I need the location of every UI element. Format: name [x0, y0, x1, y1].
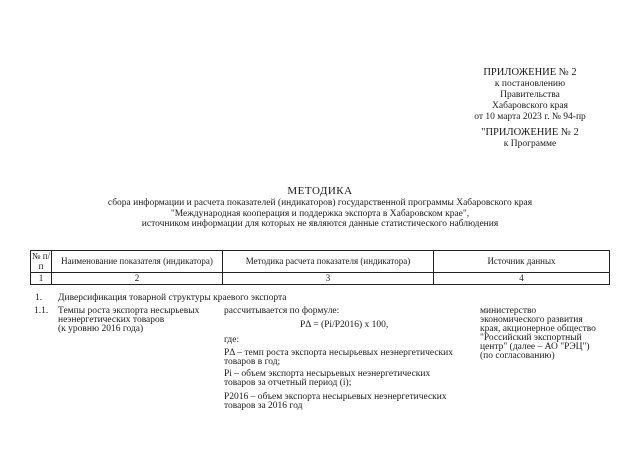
header-cell-source: Источник данных: [434, 251, 610, 273]
header-cell-name: Наименование показателя (индикатора): [52, 251, 223, 273]
column-number-1: 1: [31, 273, 52, 285]
source-line-3: края, акционерное общество: [480, 324, 596, 334]
method-where: где:: [224, 335, 240, 345]
column-number-4: 4: [434, 273, 610, 285]
definition-3-line-1: P2016 – объем экспорта несырьевых неэнергетических: [224, 392, 447, 402]
indicator-name-line-2: неэнергетических товаров: [58, 315, 165, 325]
column-number-3: 3: [223, 273, 434, 285]
appendix-line-5: к Программе: [503, 139, 557, 149]
appendix-line-2: Правительства: [500, 90, 560, 100]
appendix-line-3: Хабаровского края: [492, 101, 568, 111]
appendix-title-2: "ПРИЛОЖЕНИЕ № 2: [481, 127, 579, 138]
definition-3-line-2: товаров за 2016 год: [224, 401, 303, 411]
header-cell-method: Методика расчета показателя (индикатора): [223, 251, 434, 273]
column-number-2: 2: [52, 273, 223, 285]
heading-line-1: сбора информации и расчета показателей (индикаторов) государственной программы Хабаровского края: [107, 198, 533, 208]
formula: PΔ = (Pi/P2016) x 100,: [300, 320, 389, 330]
indicator-name-line-1: Темпы роста экспорта несырьевых: [58, 306, 200, 316]
heading-line-3: источником информации для которых не являются данные статистического наблюдения: [141, 219, 499, 229]
heading-title: МЕТОДИКА: [287, 185, 353, 197]
section-number: 1.: [35, 293, 43, 303]
source-line-2: экономического развития: [480, 315, 583, 325]
source-line-4: "Российский экспортный: [480, 333, 582, 343]
section-title: Диверсификация товарной структуры краевого экспорта: [58, 293, 287, 303]
source-line-1: министерство: [480, 306, 537, 316]
appendix-header: [440, 66, 620, 150]
header-cell-number: № п/п: [31, 251, 51, 271]
row-number: 1.1.: [34, 306, 49, 316]
definition-1-line-2: товаров в год;: [224, 357, 281, 367]
appendix-title: ПРИЛОЖЕНИЕ № 2: [483, 67, 577, 78]
method-intro: рассчитывается по формуле:: [224, 306, 340, 316]
appendix-line-1: к постановлению: [494, 79, 566, 89]
heading-line-2: "Международная кооперация и поддержка экспорта в Хабаровском крае",: [170, 208, 470, 219]
source-line-6: (по согласованию): [480, 351, 555, 361]
document-heading: [60, 184, 580, 230]
indicator-name-line-3: (к уровню 2016 года): [58, 324, 144, 334]
appendix-line-4: от 10 марта 2023 г. № 94-пр: [474, 112, 586, 122]
definition-2-line-1: Pi – объем экспорта несырьевых неэнергетических: [224, 369, 431, 379]
definition-2-line-2: товаров за отчетный период (i);: [224, 378, 352, 388]
source-line-5: центр" (далее – АО "РЭЦ"): [480, 342, 590, 352]
definition-1-line-1: PΔ – темп роста экспорта несырьевых неэнергетических: [224, 348, 453, 358]
methodology-table-header: [30, 250, 610, 285]
